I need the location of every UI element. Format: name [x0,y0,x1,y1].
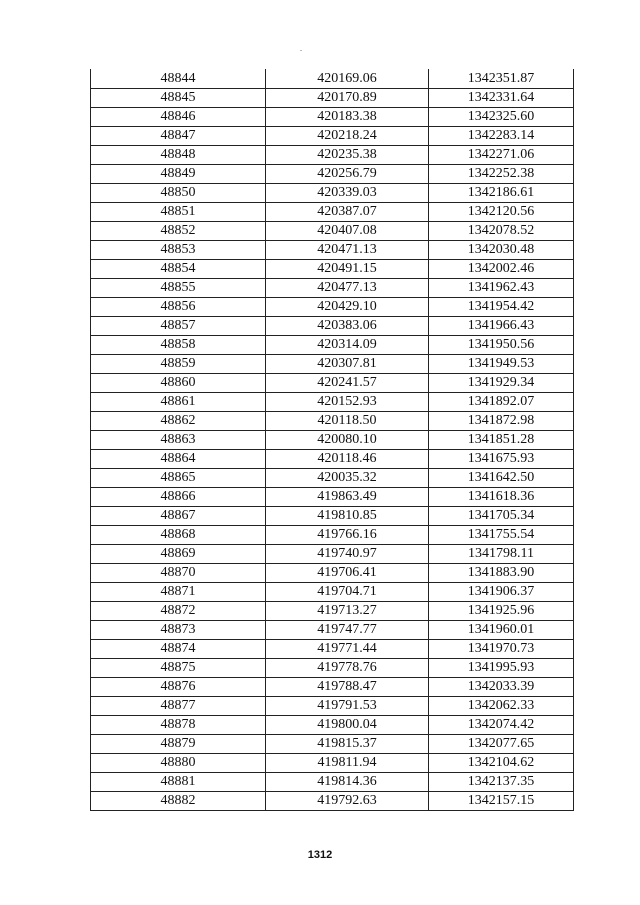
easting-cell: 420477.13 [266,279,429,298]
northing-cell: 1341618.36 [429,488,574,507]
table-row [91,317,574,336]
table-row [91,773,574,792]
easting-cell: 419814.36 [266,773,429,792]
easting-cell: 420429.10 [266,298,429,317]
easting-cell: 419800.04 [266,716,429,735]
point-id-cell: 48872 [91,602,266,621]
point-id-cell: 48854 [91,260,266,279]
point-id-cell: 48877 [91,697,266,716]
point-id-cell: 48870 [91,564,266,583]
point-id-cell: 48874 [91,640,266,659]
northing-cell: 1341798.11 [429,545,574,564]
easting-cell: 419788.47 [266,678,429,697]
easting-cell: 420314.09 [266,336,429,355]
easting-cell: 419811.94 [266,754,429,773]
easting-cell: 419815.37 [266,735,429,754]
table-row [91,716,574,735]
point-id-cell: 48855 [91,279,266,298]
northing-cell: 1342271.06 [429,146,574,165]
table-row [91,526,574,545]
northing-cell: 1342325.60 [429,108,574,127]
table-row [91,146,574,165]
page-number: 1312 [307,849,333,861]
easting-cell: 419713.27 [266,602,429,621]
table-row [91,203,574,222]
point-id-cell: 48867 [91,507,266,526]
table-row [91,488,574,507]
easting-cell: 419706.41 [266,564,429,583]
point-id-cell: 48852 [91,222,266,241]
table-row [91,659,574,678]
northing-cell: 1341705.34 [429,507,574,526]
northing-cell: 1342120.56 [429,203,574,222]
table-row [91,108,574,127]
easting-cell: 419766.16 [266,526,429,545]
easting-cell: 420118.50 [266,412,429,431]
table-row [91,336,574,355]
table-row [91,412,574,431]
northing-cell: 1341883.90 [429,564,574,583]
easting-cell: 419747.77 [266,621,429,640]
point-id-cell: 48879 [91,735,266,754]
easting-cell: 420169.06 [266,70,429,89]
point-id-cell: 48848 [91,146,266,165]
easting-cell: 420307.81 [266,355,429,374]
scan-speck [300,50,302,51]
point-id-cell: 48853 [91,241,266,260]
table-row [91,602,574,621]
northing-cell: 1342252.38 [429,165,574,184]
point-id-cell: 48859 [91,355,266,374]
point-id-cell: 48850 [91,184,266,203]
northing-cell: 1342331.64 [429,89,574,108]
table-row [91,754,574,773]
northing-cell: 1341675.93 [429,450,574,469]
northing-cell: 1341962.43 [429,279,574,298]
northing-cell: 1342030.48 [429,241,574,260]
easting-cell: 419778.76 [266,659,429,678]
easting-cell: 420339.03 [266,184,429,203]
table-row [91,450,574,469]
point-id-cell: 48873 [91,621,266,640]
northing-cell: 1342062.33 [429,697,574,716]
point-id-cell: 48846 [91,108,266,127]
easting-cell: 420035.32 [266,469,429,488]
easting-cell: 420383.06 [266,317,429,336]
northing-cell: 1342137.35 [429,773,574,792]
coordinate-table-body [91,70,574,811]
point-id-cell: 48847 [91,127,266,146]
northing-cell: 1341851.28 [429,431,574,450]
table-row [91,241,574,260]
table-row [91,792,574,811]
table-row [91,165,574,184]
table-row [91,279,574,298]
table-row [91,640,574,659]
table-row [91,469,574,488]
easting-cell: 419704.71 [266,583,429,602]
easting-cell: 420170.89 [266,89,429,108]
point-id-cell: 48845 [91,89,266,108]
table-row [91,507,574,526]
point-id-cell: 48868 [91,526,266,545]
northing-cell: 1342157.15 [429,792,574,811]
northing-cell: 1342104.62 [429,754,574,773]
easting-cell: 420407.08 [266,222,429,241]
table-row [91,621,574,640]
table-row [91,298,574,317]
point-id-cell: 48860 [91,374,266,393]
northing-cell: 1341755.54 [429,526,574,545]
easting-cell: 419863.49 [266,488,429,507]
northing-cell: 1341906.37 [429,583,574,602]
point-id-cell: 48857 [91,317,266,336]
easting-cell: 420387.07 [266,203,429,222]
point-id-cell: 48871 [91,583,266,602]
table-row [91,678,574,697]
coordinate-table [90,69,574,811]
point-id-cell: 48880 [91,754,266,773]
northing-cell: 1342186.61 [429,184,574,203]
point-id-cell: 48858 [91,336,266,355]
easting-cell: 419791.53 [266,697,429,716]
northing-cell: 1341960.01 [429,621,574,640]
point-id-cell: 48844 [91,70,266,89]
table-row [91,545,574,564]
easting-cell: 420235.38 [266,146,429,165]
northing-cell: 1342078.52 [429,222,574,241]
point-id-cell: 48851 [91,203,266,222]
easting-cell: 420471.13 [266,241,429,260]
table-row [91,393,574,412]
northing-cell: 1341966.43 [429,317,574,336]
table-row [91,697,574,716]
easting-cell: 420183.38 [266,108,429,127]
northing-cell: 1341872.98 [429,412,574,431]
table-row [91,184,574,203]
point-id-cell: 48856 [91,298,266,317]
table-row [91,374,574,393]
easting-cell: 419810.85 [266,507,429,526]
easting-cell: 420241.57 [266,374,429,393]
northing-cell: 1341929.34 [429,374,574,393]
northing-cell: 1342077.65 [429,735,574,754]
northing-cell: 1341970.73 [429,640,574,659]
point-id-cell: 48862 [91,412,266,431]
northing-cell: 1341954.42 [429,298,574,317]
point-id-cell: 48863 [91,431,266,450]
easting-cell: 420218.24 [266,127,429,146]
table-row [91,583,574,602]
point-id-cell: 48865 [91,469,266,488]
table-row [91,222,574,241]
northing-cell: 1342283.14 [429,127,574,146]
easting-cell: 419771.44 [266,640,429,659]
point-id-cell: 48881 [91,773,266,792]
table-row [91,89,574,108]
easting-cell: 420256.79 [266,165,429,184]
point-id-cell: 48876 [91,678,266,697]
easting-cell: 420080.10 [266,431,429,450]
table-row [91,260,574,279]
table-row [91,127,574,146]
northing-cell: 1341642.50 [429,469,574,488]
table-row [91,355,574,374]
northing-cell: 1341995.93 [429,659,574,678]
table-row [91,564,574,583]
point-id-cell: 48864 [91,450,266,469]
northing-cell: 1342002.46 [429,260,574,279]
point-id-cell: 48866 [91,488,266,507]
easting-cell: 419792.63 [266,792,429,811]
table-row [91,735,574,754]
point-id-cell: 48869 [91,545,266,564]
easting-cell: 420118.46 [266,450,429,469]
point-id-cell: 48882 [91,792,266,811]
northing-cell: 1342033.39 [429,678,574,697]
point-id-cell: 48861 [91,393,266,412]
northing-cell: 1341925.96 [429,602,574,621]
northing-cell: 1341892.07 [429,393,574,412]
easting-cell: 419740.97 [266,545,429,564]
easting-cell: 420491.15 [266,260,429,279]
table-row [91,70,574,89]
northing-cell: 1342074.42 [429,716,574,735]
point-id-cell: 48875 [91,659,266,678]
point-id-cell: 48878 [91,716,266,735]
easting-cell: 420152.93 [266,393,429,412]
table-row [91,431,574,450]
northing-cell: 1341950.56 [429,336,574,355]
northing-cell: 1341949.53 [429,355,574,374]
northing-cell: 1342351.87 [429,70,574,89]
point-id-cell: 48849 [91,165,266,184]
